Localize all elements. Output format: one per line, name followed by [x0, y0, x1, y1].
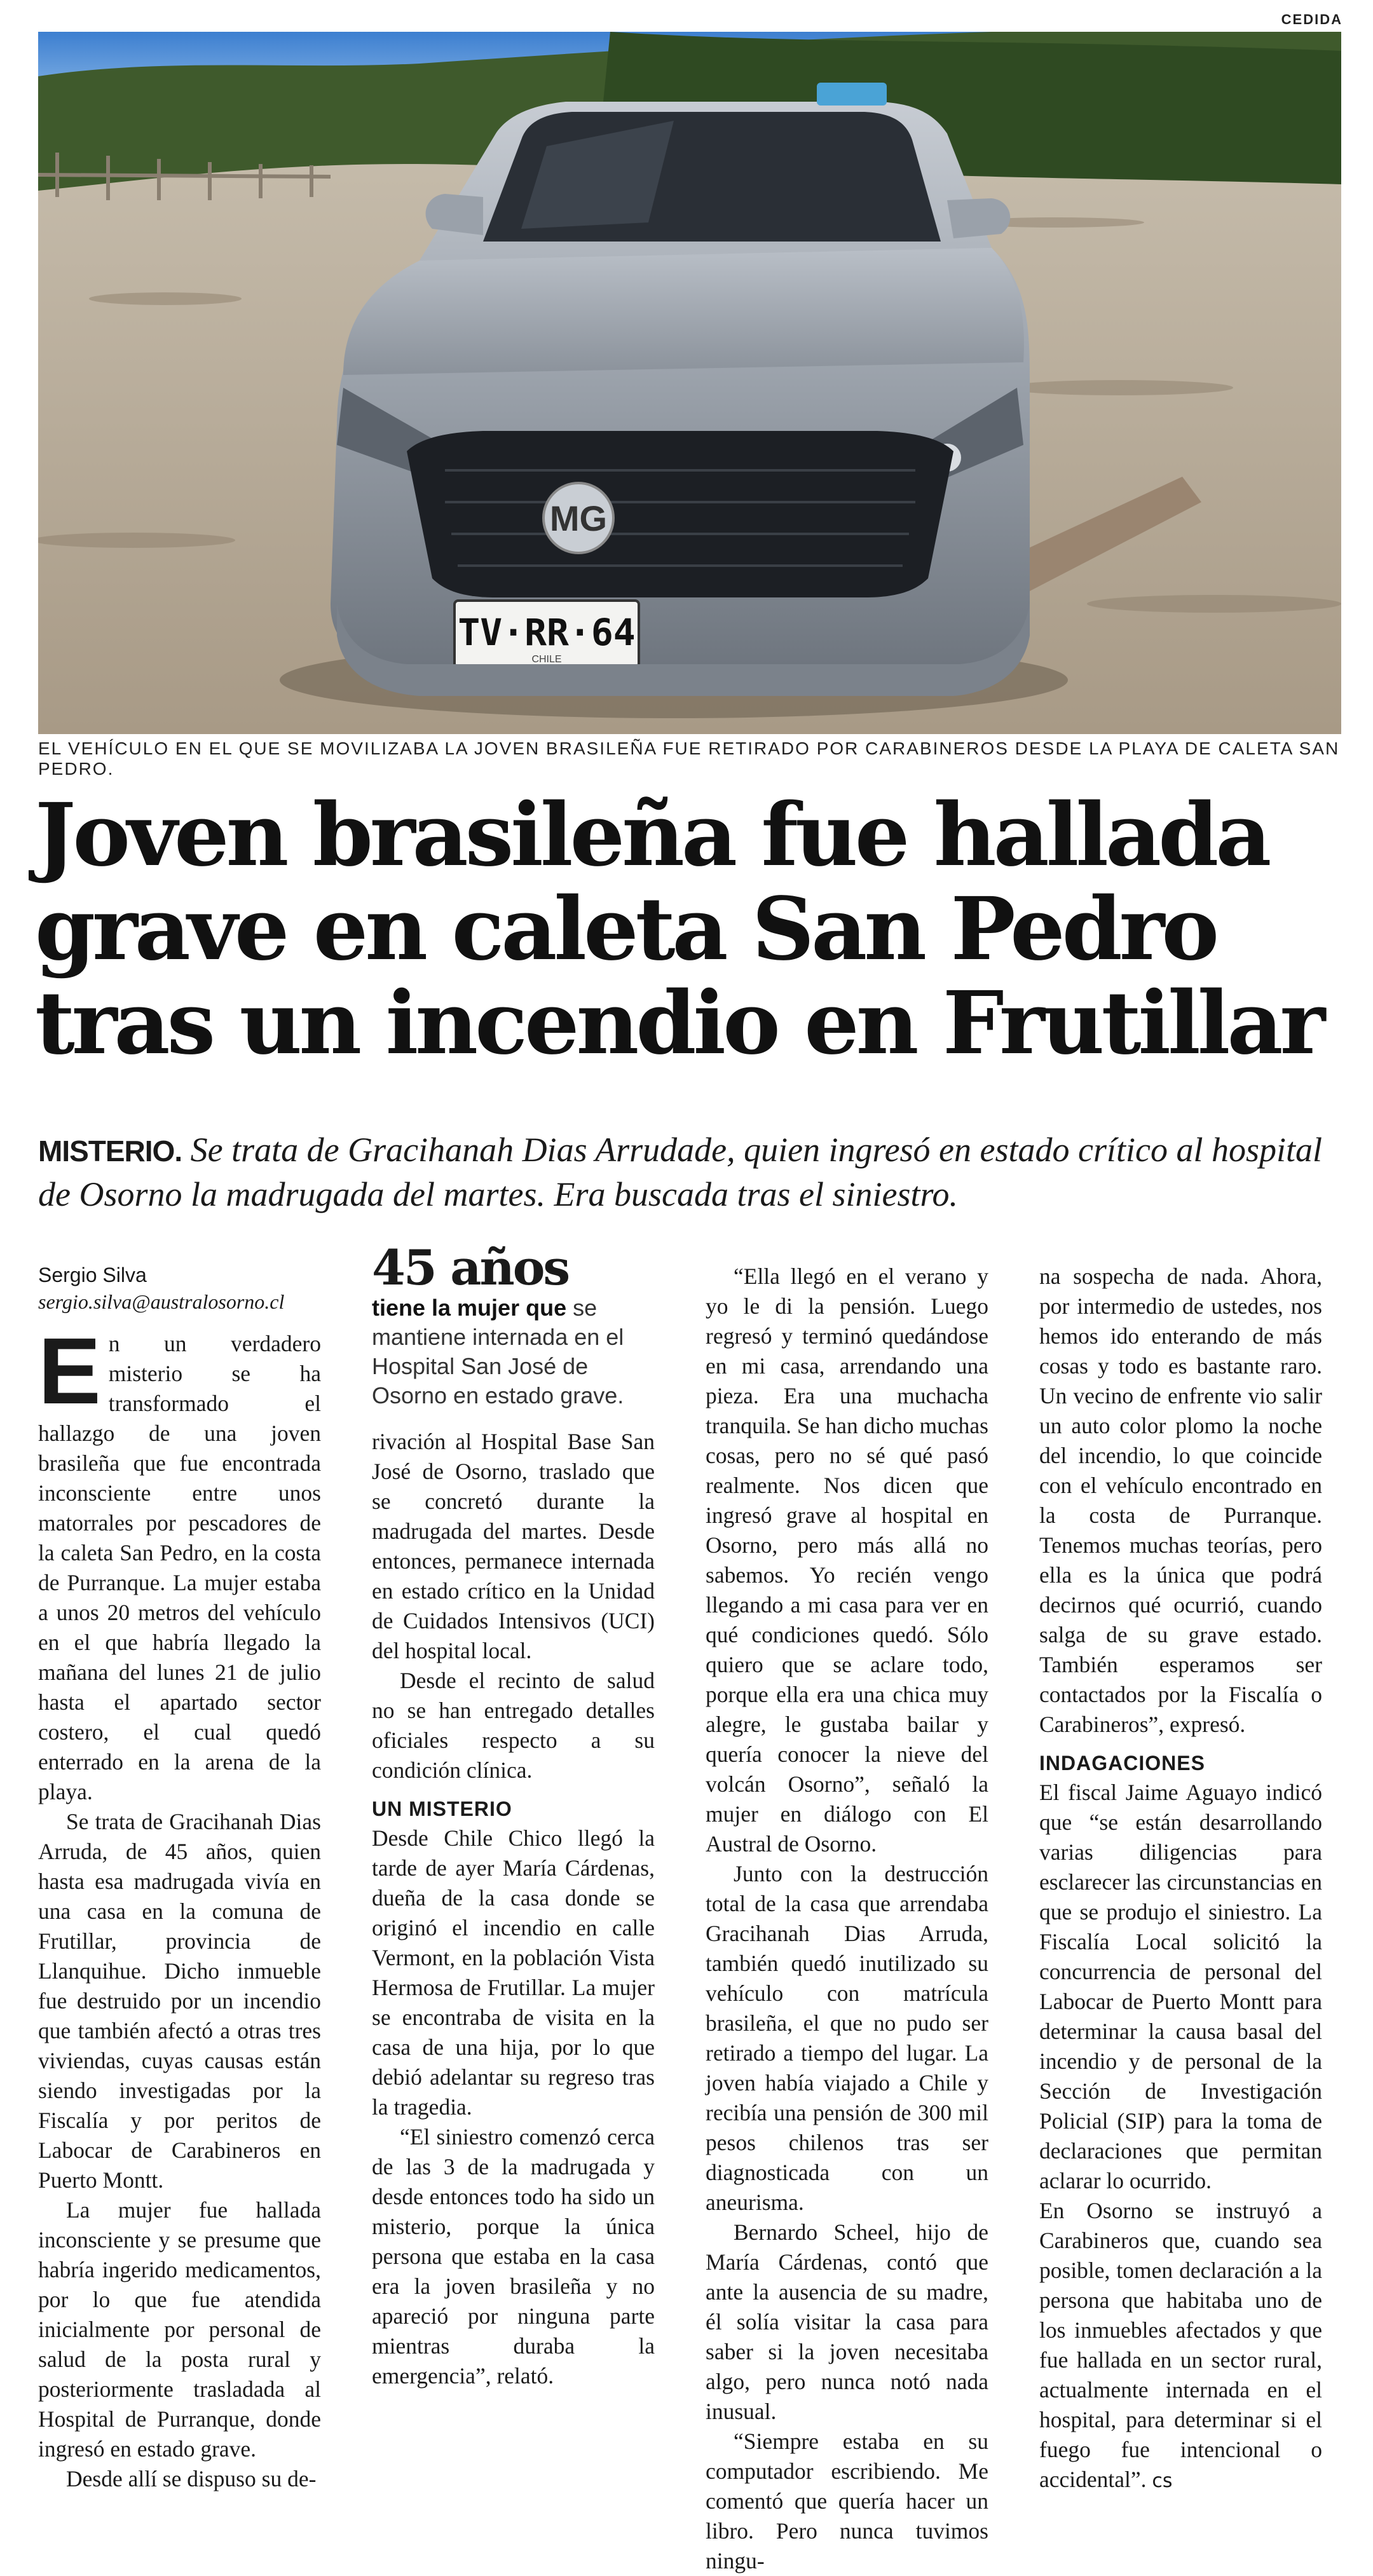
article-column-4 [1039, 1262, 1322, 2496]
article-photo [38, 32, 1341, 734]
article-column-3 [706, 1262, 988, 2576]
end-of-article-icon: cs [1152, 2470, 1173, 2492]
headline-line-3: tras un incendio en Frutillar [35, 972, 1323, 1074]
highlight-text [372, 1293, 655, 1410]
drop-cap: E [38, 1319, 101, 1424]
article-column-1 [38, 1262, 321, 2494]
paragraph: Desde allí se dispuso su de- [66, 2466, 317, 2491]
paragraph: “Ella llegó en el verano y yo le di la pensión. Luego regresó y terminó quedándose en mi casa, arrendando una pieza. Era una muchacha tranquila. Se han dicho muchas cosas, pero no sé qué pasó realmente. Nos dicen que ingresó grave al hospital en Osorno, pero más allá no sabemos. Yo recién vengo llegando a mi casa para ver en qué condiciones quedó. Sólo quiero que se aclare todo, porque ella era una chica muy alegre, le gustaba bailar y quería conocer la nieve del volcán Osorno”, señaló la mujer en diálogo con El Austral de Osorno. [706, 1264, 988, 1857]
section-heading-indagaciones: INDAGACIONES [1039, 1752, 1205, 1775]
highlight-rest: se mantiene internada en el Hospital San José de Osorno en estado grave. [372, 1295, 624, 1408]
paragraph: rivación al Hospital Base San José de Osorno, traslado que se concretó durante la madrugada del martes. Desde entonces, permanece internada en estado crítico en la Unidad de Cuidados Intensivos (UCI) del hospital local. [372, 1429, 655, 1663]
mg-badge-text: MG [549, 498, 608, 538]
headline [35, 784, 1344, 1074]
paragraph: Junto con la destrucción total de la casa que arrendaba Gracihanah Dias Arruda, también quedó inutilizado su vehículo con matrícula brasileña, el que no pudo ser retirado a tiempo del lugar. La joven había viajado a Chile y recibía una pensión de 300 mil pesos chilenos tras ser diagnosticada con un aneurisma. [706, 1861, 988, 2215]
paragraph-lead [38, 1319, 321, 1807]
paragraph: na sospecha de nada. Ahora, por intermedio de ustedes, nos hemos ido enterando de más cosas y todo es bastante raro. Un vecino de enfrente vio salir un auto color plomo la noche del incendio, lo que coincide con el vehículo encontrado en la costa de Purranque. Tenemos muchas teorías, pero ella es la única que podrá decirnos qué ocurrió, cuando salga de su grave estado. También esperamos ser contactados por la Fiscalía o Carabineros”, expresó. [1039, 1264, 1322, 1737]
deck-text: Se trata de Gracihanah Dias Arrudade, quien ingresó en estado crítico al hospital de Osorno la madrugada del martes. Era buscada tras el siniestro. [38, 1131, 1322, 1213]
paragraph-final-text: En Osorno se instruyó a Carabineros que, cuando sea posible, tomen declaración a la persona que habitaba uno de los inmuebles afectados y que fue hallada en un sector rural, actualmente internada en el hospital, para determinar si el fuego fue intencional o accidental”. [1039, 2198, 1322, 2492]
byline-email: sergio.silva@australosorno.cl [38, 1290, 285, 1313]
highlight-bold: tiene la mujer que [372, 1295, 567, 1321]
car-on-beach-illustration [38, 32, 1341, 734]
deck-kicker: MISTERIO. [38, 1135, 182, 1168]
byline-author: Sergio Silva [38, 1264, 147, 1286]
article-column-2 [372, 1239, 655, 2391]
paragraph: Se trata de Gracihanah Dias Arruda, de 45 años, quien hasta esa madrugada vivía en una casa en la comuna de Frutillar, provincia de Llanquihue. Dicho inmueble fue destruido por un incendio que también afectó a otras tres viviendas, cuyas causas están siendo investigadas por la Fiscalía y por peritos de Labocar de Carabineros en Puerto Montt. [38, 1809, 321, 2193]
license-plate-number: TV·RR·64 [458, 611, 636, 654]
deck-subtitle [38, 1128, 1335, 1216]
paragraph-lead-text: n un verdadero misterio se ha transformado el hallazgo de una joven brasileña que fue encontrada inconsciente entre unos matorrales por pescadores de la caleta San Pedro, en la costa de Purranque. La mujer estaba a unos 20 metros del vehículo en el que habría llegado la mañana del lunes 21 de julio hasta el apartado sector costero, el cual quedó enterrado en la arena de la playa. [38, 1331, 321, 1804]
paragraph [1039, 2196, 1322, 2496]
paragraph: Bernardo Scheel, hijo de María Cárdenas, contó que ante la ausencia de su madre, él solía visitar la casa para saber si la joven necesitaba algo, pero nunca notó nada inusual. [706, 2219, 988, 2424]
highlight-number: 45 años [372, 1239, 569, 1296]
paragraph: “El siniestro comenzó cerca de las 3 de la madrugada y desde entonces todo ha sido un misterio, porque la única persona que estaba en la casa era la joven brasileña y no apareció por ninguna parte mientras duraba la emergencia”, relató. [372, 2124, 655, 2389]
license-plate-country: CHILE [531, 654, 562, 665]
photo-caption: EL VEHÍCULO EN EL QUE SE MOVILIZABA LA JOVEN BRASILEÑA FUE RETIRADO POR CARABINEROS DESDE LA PLAYA DE CALETA SAN PEDRO. [38, 739, 1340, 779]
headline-line-2: grave en caleta San Pedro [35, 878, 1217, 980]
paragraph: La mujer fue hallada inconsciente y se presume que habría ingerido medicamentos, por lo que fue atendida inicialmente por personal de salud de la posta rural y posteriormente trasladada al Hospital de Purranque, donde ingresó en estado grave. [38, 2197, 321, 2462]
paragraph: Desde el recinto de salud no se han entregado detalles oficiales respecto a su condición clínica. [372, 1668, 655, 1783]
section-heading-misterio: UN MISTERIO [372, 1797, 512, 1820]
paragraph: El fiscal Jaime Aguayo indicó que “se están desarrollando varias diligencias para esclarecer las circunstancias en que se produjo el siniestro. La Fiscalía Local solicitó la concurrencia de personal del Labocar de Puerto Montt para determinar la causa basal del incendio y de personal de la Sección de Investigación Policial (SIP) para la toma de declaraciones que permitan aclarar lo ocurrido. [1039, 1780, 1322, 2193]
paragraph: “Siempre estaba en su computador escribiendo. Me comentó que quería hacer un libro. Pero nunca tuvimos ningu- [706, 2429, 988, 2573]
photo-credit: CEDIDA [1281, 11, 1342, 27]
paragraph: Desde Chile Chico llegó la tarde de ayer María Cárdenas, dueña de la casa donde se originó el incendio en calle Vermont, en la población Vista Hermosa de Frutillar. La mujer se encontraba de visita en la casa de una hija, por lo que debió adelantar su regreso tras la tragedia. [372, 1825, 655, 2120]
headline-line-1: Joven brasileña fue hallada [35, 784, 1269, 886]
